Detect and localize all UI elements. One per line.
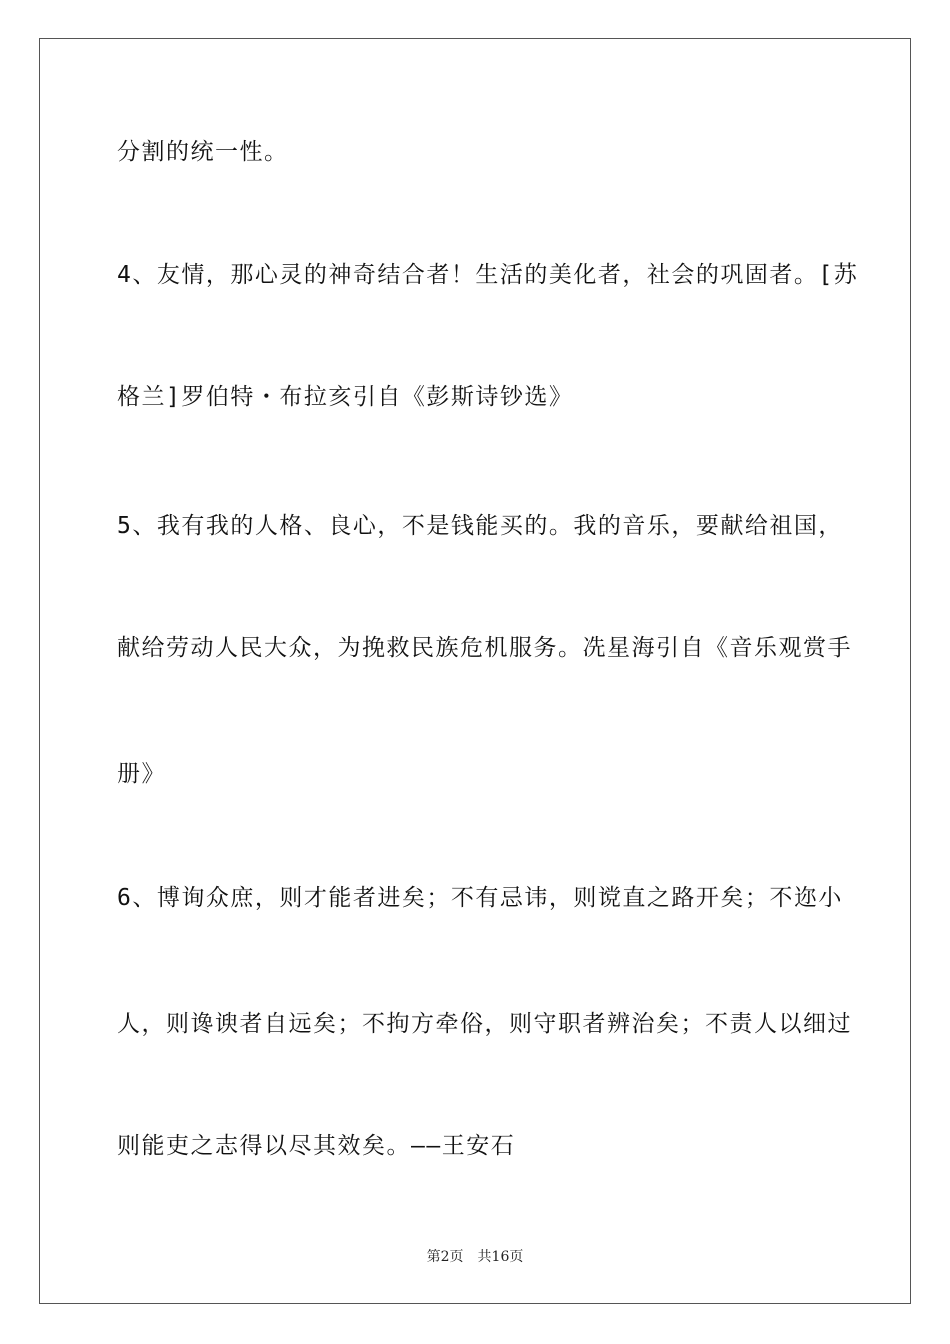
page-number: 第2页: [426, 1249, 464, 1265]
text-line-9: 则能吏之志得以尽其效矣。——王安石: [117, 1133, 516, 1159]
text-line-2: 4、友情，那心灵的神奇结合者！生活的美化者，社会的巩固者。[苏: [117, 262, 859, 288]
text-line-5: 献给劳动人民大众，为挽救民族危机服务。冼星海引自《音乐观赏手: [117, 635, 852, 661]
page-border: [39, 38, 911, 1304]
page-total: 共16页: [477, 1249, 524, 1265]
page-footer: [0, 1248, 950, 1266]
text-line-3: 格兰]罗伯特・布拉亥引自《彭斯诗钞选》: [117, 384, 574, 410]
text-line-1: 分割的统一性。: [117, 139, 289, 165]
text-line-4: 5、我有我的人格、良心，不是钱能买的。我的音乐，要献给祖国，: [117, 513, 843, 539]
text-line-8: 人，则谗谀者自远矣；不拘方牵俗，则守职者辨治矣；不责人以细过: [117, 1011, 852, 1037]
text-line-7: 6、博询众庶，则才能者进矣；不有忌讳，则谠直之路开矣；不迩小: [117, 885, 843, 911]
text-line-6: 册》: [117, 761, 166, 787]
